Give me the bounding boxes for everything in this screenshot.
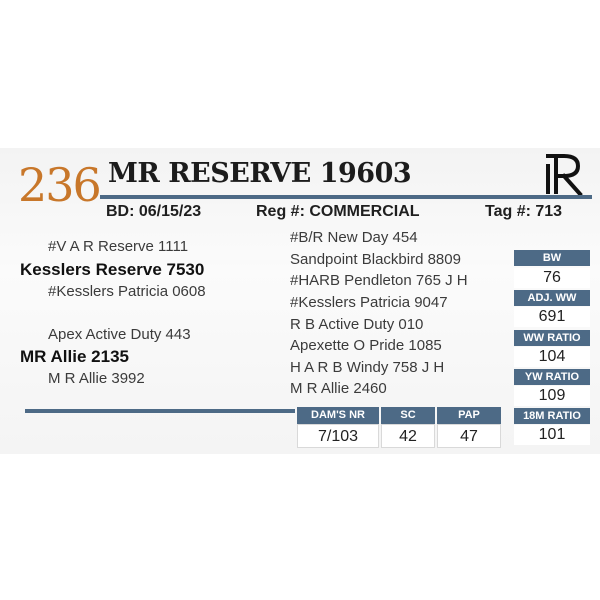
grandparent: Apexette O Pride 1085 bbox=[290, 337, 442, 354]
registration-number: Reg #: COMMERCIAL bbox=[256, 203, 420, 220]
sc-value: 42 bbox=[381, 424, 435, 448]
sire-name: Kesslers Reserve 7530 bbox=[20, 260, 205, 279]
sc-label: SC bbox=[381, 407, 435, 424]
dam-name: MR Allie 2135 bbox=[20, 347, 129, 366]
yw-ratio-label: YW RATIO bbox=[514, 369, 590, 385]
adj-ww-value: 691 bbox=[514, 307, 590, 327]
grandparent: #HARB Pendleton 765 J H bbox=[290, 272, 468, 289]
header-divider bbox=[100, 195, 592, 199]
18m-ratio-value: 101 bbox=[514, 425, 590, 445]
grandparent: H A R B Windy 758 J H bbox=[290, 359, 445, 376]
grandparent: Sandpoint Blackbird 8809 bbox=[290, 251, 461, 268]
bw-value: 76 bbox=[514, 268, 590, 288]
footer-divider bbox=[25, 409, 295, 413]
grandparent: #Kesslers Patricia 9047 bbox=[290, 294, 448, 311]
tag-number: Tag #: 713 bbox=[485, 203, 563, 220]
r-brand-logo-icon bbox=[544, 152, 586, 196]
grandparent: R B Active Duty 010 bbox=[290, 316, 424, 333]
dams-nr-label: DAM'S NR bbox=[297, 407, 379, 424]
sire-dam: #Kesslers Patricia 0608 bbox=[48, 283, 206, 300]
grandparent: #B/R New Day 454 bbox=[290, 229, 418, 246]
birth-date: BD: 06/15/23 bbox=[106, 203, 202, 220]
bw-label: BW bbox=[514, 250, 590, 266]
adj-ww-label: ADJ. WW bbox=[514, 290, 590, 306]
ww-ratio-value: 104 bbox=[514, 347, 590, 367]
pap-label: PAP bbox=[437, 407, 501, 424]
dams-nr-value: 7/103 bbox=[297, 424, 379, 448]
lot-number: 236 bbox=[18, 158, 100, 212]
pap-value: 47 bbox=[437, 424, 501, 448]
animal-title: MR RESERVE 19603 bbox=[108, 158, 412, 189]
yw-ratio-value: 109 bbox=[514, 386, 590, 406]
18m-ratio-label: 18M RATIO bbox=[514, 408, 590, 424]
ww-ratio-label: WW RATIO bbox=[514, 330, 590, 346]
sire-sire: #V A R Reserve 1111 bbox=[48, 238, 189, 255]
dam-sire: Apex Active Duty 443 bbox=[48, 326, 191, 343]
dam-dam: M R Allie 3992 bbox=[48, 370, 145, 387]
grandparent: M R Allie 2460 bbox=[290, 380, 387, 397]
